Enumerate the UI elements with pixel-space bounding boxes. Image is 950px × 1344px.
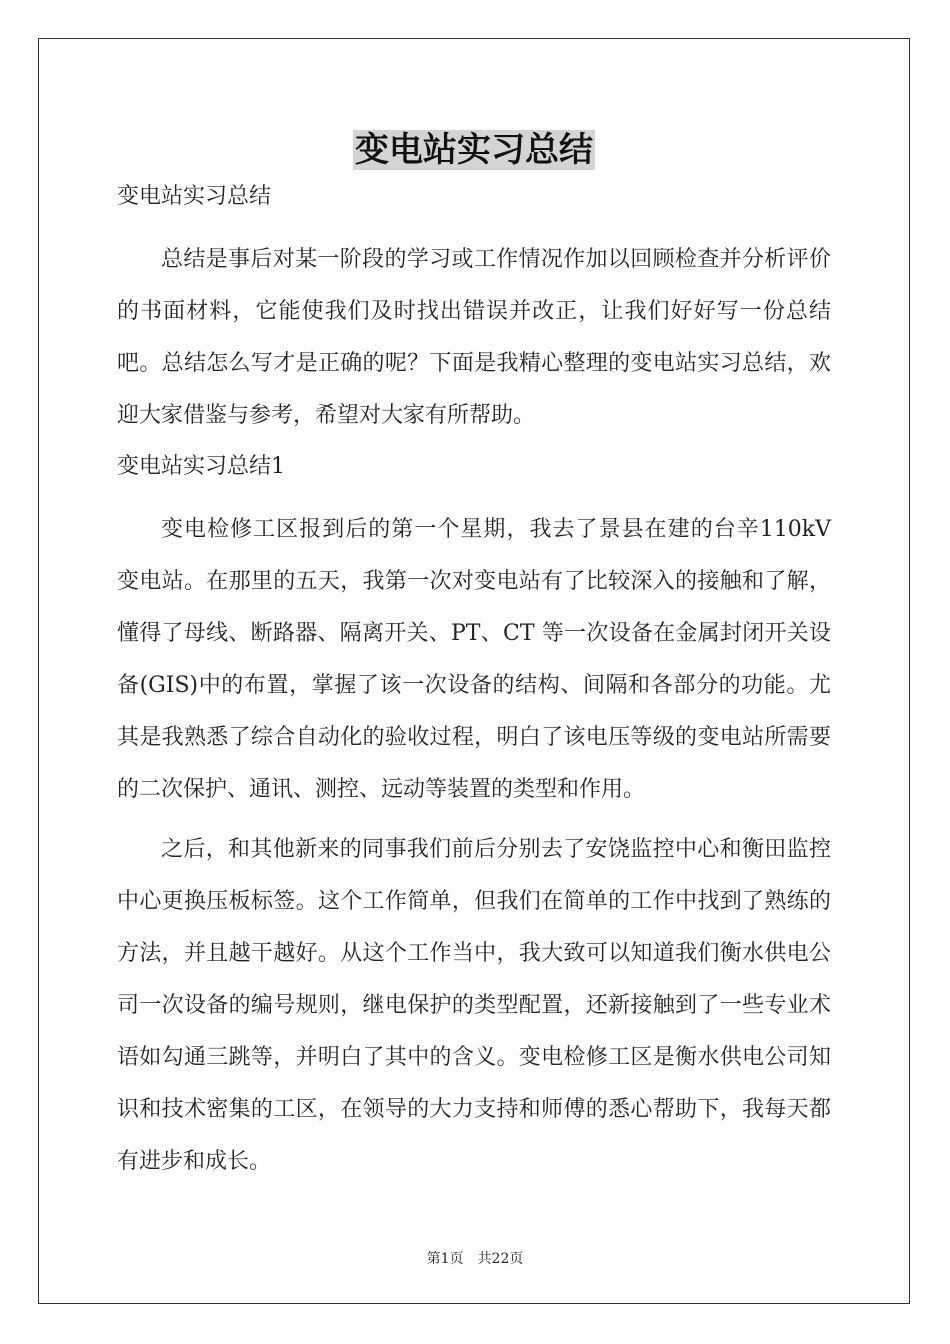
body-paragraph-2: 之后，和其他新来的同事我们前后分别去了安饶监控中心和衡田监控中心更换压板标签。这个工作简单，但我们在简单的工作中找到了熟练的方法，并且越干越好。从这个工作当中，我大致可以知道我们衡水供电公司一次设备的编号规则，继电保护的类型配置，还新接触到了一些专业术语如勾通三跳等，并明白了其中的含义。变电检修工区是衡水供电公司知识和技术密集的工区，在领导的大力支持和师傅的悉心帮助下，我每天都有进步和成长。 [117,837,831,1174]
title-block [117,130,831,170]
page-number: 第1页 共22页 [426,1251,524,1267]
intro-paragraph: 总结是事后对某一阶段的学习或工作情况作加以回顾检查并分析评价的书面材料，它能使我们及时找出错误并改正，让我们好好写一份总结吧。总结怎么写才是正确的呢？下面是我精心整理的变电站实习总结，欢迎大家借鉴与参考，希望对大家有所帮助。 [117,247,831,428]
document-title: 变电站实习总结 [355,130,593,170]
document-subtitle: 变电站实习总结 [117,184,272,209]
body-paragraph-1: 变电检修工区报到后的第一个星期，我去了景县在建的台辛110kV 变电站。在那里的五天，我第一次对变电站有了比较深入的接触和了解，懂得了母线、断路器、隔离开关、PT、CT 等一次设备在金属封闭开关设备(GIS)中的布置，掌握了该一次设备的结构、间隔和各部分的功能。尤其是我熟悉了综合自动化的验收过程，明白了该电压等级的变电站所需要的二次保护、通讯、测控、远动等装置的类型和作用。 [117,517,831,802]
section-heading: 变电站实习总结1 [117,454,285,479]
document-body [117,130,831,1188]
